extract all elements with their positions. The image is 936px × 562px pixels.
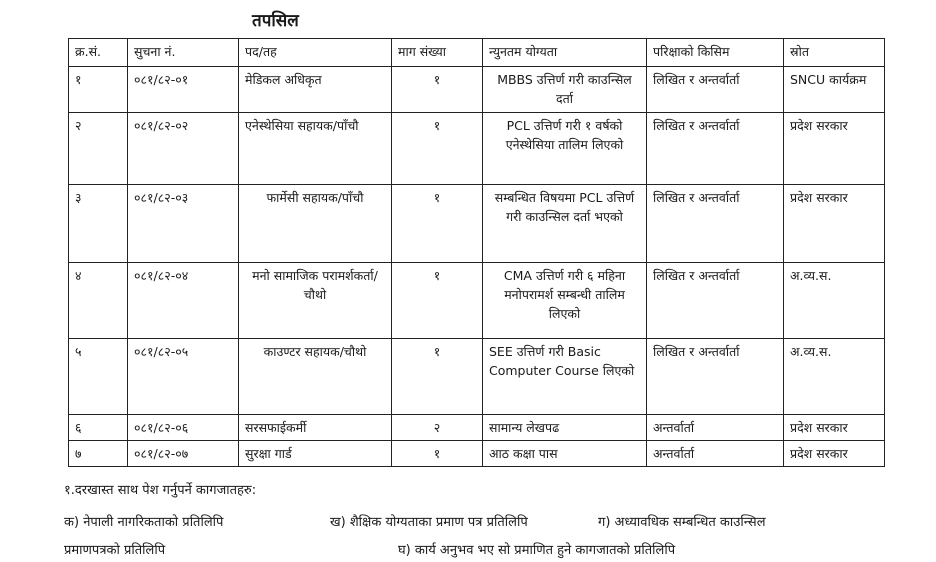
table-row bbox=[69, 263, 885, 339]
cell-notice-no: ०८१/८२-०१ bbox=[128, 67, 239, 113]
cell-quantity: १ bbox=[392, 113, 483, 185]
header-exam-type: परिक्षाको किसिम bbox=[647, 39, 784, 67]
cell-notice-no: ०८१/८२-०२ bbox=[128, 113, 239, 185]
table-row bbox=[69, 441, 885, 467]
cell-source: प्रदेश सरकार bbox=[784, 441, 885, 467]
cell-quantity: १ bbox=[392, 339, 483, 415]
table-row bbox=[69, 415, 885, 441]
cell-qualification: CMA उत्तिर्ण गरी ६ महिना मनोपरामर्श सम्बन्धी तालिम लिएको bbox=[483, 263, 647, 339]
cell-source: अ.व्य.स. bbox=[784, 339, 885, 415]
cell-serial: ७ bbox=[69, 441, 128, 467]
cell-post: सरसफाईकर्मी bbox=[239, 415, 392, 441]
table-header-row bbox=[69, 39, 885, 67]
cell-source: प्रदेश सरकार bbox=[784, 113, 885, 185]
doc-item-education: ख) शैक्षिक योग्यताका प्रमाण पत्र प्रतिलिपि bbox=[330, 515, 528, 530]
cell-post: एनेस्थेसिया सहायक/पाँचौ bbox=[239, 113, 392, 185]
cell-quantity: १ bbox=[392, 441, 483, 467]
cell-qualification: सम्बन्धित विषयमा PCL उत्तिर्ण गरी काउन्सिल दर्ता भएको bbox=[483, 185, 647, 263]
cell-serial: ६ bbox=[69, 415, 128, 441]
page-heading: तपसिल bbox=[252, 11, 299, 31]
doc-item-citizenship: क) नेपाली नागरिकताको प्रतिलिपि bbox=[64, 515, 224, 530]
cell-exam-type: अन्तर्वार्ता bbox=[647, 441, 784, 467]
cell-exam-type: लिखित र अन्तर्वार्ता bbox=[647, 67, 784, 113]
cell-qualification: MBBS उत्तिर्ण गरी काउन्सिल दर्ता bbox=[483, 67, 647, 113]
cell-exam-type: लिखित र अन्तर्वार्ता bbox=[647, 339, 784, 415]
cell-notice-no: ०८१/८२-०६ bbox=[128, 415, 239, 441]
cell-exam-type: अन्तर्वार्ता bbox=[647, 415, 784, 441]
cell-serial: ५ bbox=[69, 339, 128, 415]
cell-quantity: १ bbox=[392, 263, 483, 339]
cell-post: फार्मेसी सहायक/पाँचौ bbox=[239, 185, 392, 263]
cell-notice-no: ०८१/८२-०७ bbox=[128, 441, 239, 467]
header-quantity: माग संख्या bbox=[392, 39, 483, 67]
cell-notice-no: ०८१/८२-०५ bbox=[128, 339, 239, 415]
cell-qualification: SEE उत्तिर्ण गरी Basic Computer Course लिएको bbox=[483, 339, 647, 415]
header-post: पद/तह bbox=[239, 39, 392, 67]
documents-heading: १.दरखास्त साथ पेश गर्नुपर्ने कागजातहरु: bbox=[64, 483, 257, 498]
cell-quantity: १ bbox=[392, 185, 483, 263]
cell-post: सुरक्षा गार्ड bbox=[239, 441, 392, 467]
cell-source: SNCU कार्यक्रम bbox=[784, 67, 885, 113]
cell-qualification: PCL उत्तिर्ण गरी १ वर्षको एनेस्थेसिया तालिम लिएको bbox=[483, 113, 647, 185]
cell-source: अ.व्य.स. bbox=[784, 263, 885, 339]
cell-serial: २ bbox=[69, 113, 128, 185]
cell-serial: १ bbox=[69, 67, 128, 113]
doc-item-experience: घ) कार्य अनुभव भए सो प्रमाणित हुने कागजातको प्रतिलिपि bbox=[398, 543, 676, 558]
cell-quantity: १ bbox=[392, 67, 483, 113]
cell-exam-type: लिखित र अन्तर्वार्ता bbox=[647, 113, 784, 185]
table-row bbox=[69, 185, 885, 263]
header-source: स्रोत bbox=[784, 39, 885, 67]
cell-post: मेडिकल अधिकृत bbox=[239, 67, 392, 113]
vacancy-table bbox=[68, 38, 885, 467]
table-row bbox=[69, 67, 885, 113]
doc-item-council-1: ग) अध्यावधिक सम्बन्धित काउन्सिल bbox=[598, 515, 766, 530]
cell-qualification: आठ कक्षा पास bbox=[483, 441, 647, 467]
table-row bbox=[69, 113, 885, 185]
cell-exam-type: लिखित र अन्तर्वार्ता bbox=[647, 263, 784, 339]
cell-exam-type: लिखित र अन्तर्वार्ता bbox=[647, 185, 784, 263]
header-serial: क्र.सं. bbox=[69, 39, 128, 67]
cell-source: प्रदेश सरकार bbox=[784, 185, 885, 263]
cell-quantity: २ bbox=[392, 415, 483, 441]
cell-notice-no: ०८१/८२-०४ bbox=[128, 263, 239, 339]
header-qualification: न्युनतम योग्यता bbox=[483, 39, 647, 67]
header-notice-no: सुचना नं. bbox=[128, 39, 239, 67]
cell-serial: ४ bbox=[69, 263, 128, 339]
cell-post: मनो सामाजिक परामर्शकर्ता/चौथो bbox=[239, 263, 392, 339]
cell-serial: ३ bbox=[69, 185, 128, 263]
table-row bbox=[69, 339, 885, 415]
cell-source: प्रदेश सरकार bbox=[784, 415, 885, 441]
cell-qualification: सामान्य लेखपढ bbox=[483, 415, 647, 441]
cell-notice-no: ०८१/८२-०३ bbox=[128, 185, 239, 263]
cell-post: काउण्टर सहायक/चौथो bbox=[239, 339, 392, 415]
doc-item-council-2: प्रमाणपत्रको प्रतिलिपि bbox=[64, 543, 166, 558]
